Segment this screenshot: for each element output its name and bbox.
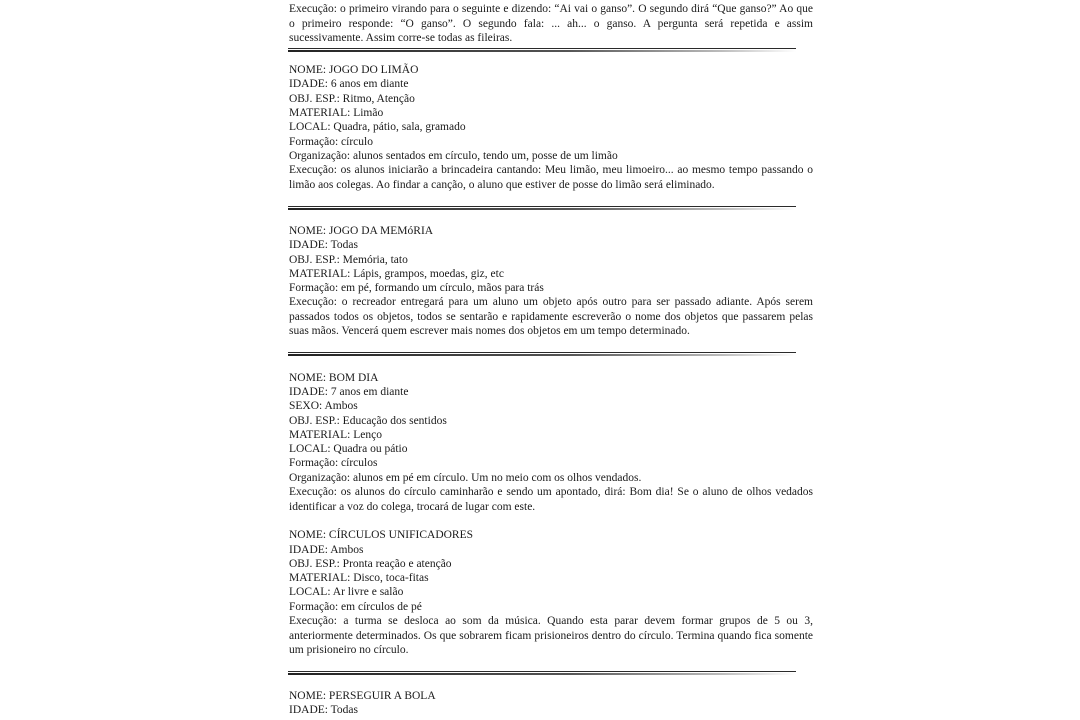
section-divider — [288, 352, 796, 353]
bomdia-formacao: Formação: círculos — [289, 457, 378, 469]
bomdia-idade: IDADE: 7 anos em diante — [289, 386, 409, 398]
perseguir-idade: IDADE: Todas — [289, 704, 358, 716]
section-divider — [288, 206, 796, 207]
limao-organizacao: Organização: alunos sentados em círculo, tendo um, posse de um limão — [289, 150, 618, 162]
perseguir-nome: NOME: PERSEGUIR A BOLA — [289, 690, 436, 702]
circulos-idade: IDADE: Ambos — [289, 544, 364, 556]
memoria-material: MATERIAL: Lápis, grampos, moedas, giz, etc — [289, 268, 504, 280]
memoria-execucao: Execução: o recreador entregará para um aluno um objeto após outro para ser passado adiante. Após serem passados todos os objetos, todos se sentarão e rapidamente escreverão o nome dos objetos que passarem pelas suas mãos. Vencerá quem escrever mais nomes dos objetos em um tempo determinado. — [289, 296, 813, 337]
section-divider — [288, 48, 796, 49]
limao-idade: IDADE: 6 anos em diante — [289, 78, 409, 90]
bomdia-local: LOCAL: Quadra ou pátio — [289, 443, 408, 455]
bomdia-organizacao: Organização: alunos em pé em círculo. Um no meio com os olhos vendados. — [289, 472, 642, 484]
limao-obj: OBJ. ESP.: Ritmo, Atenção — [289, 93, 415, 105]
bomdia-obj: OBJ. ESP.: Educação dos sentidos — [289, 415, 447, 427]
bomdia-execucao: Execução: os alunos do círculo caminharão e sendo um apontado, dirá: Bom dia! Se o aluno de olhos vedados identificar a voz do colega, trocará de lugar com este. — [289, 486, 813, 513]
bomdia-material: MATERIAL: Lenço — [289, 429, 382, 441]
circulos-obj: OBJ. ESP.: Pronta reação e atenção — [289, 558, 452, 570]
circulos-material: MATERIAL: Disco, toca-fitas — [289, 572, 429, 584]
section-divider — [288, 671, 796, 672]
bomdia-sexo: SEXO: Ambos — [289, 400, 358, 412]
limao-local: LOCAL: Quadra, pátio, sala, gramado — [289, 121, 466, 133]
intro-execucao: Execução: o primeiro virando para o seguinte e dizendo: “Ai vai o ganso”. O segundo dirá “Que ganso?” Ao que o primeiro responde: “O ganso”. O segundo fala: ... ah... o ganso. A pergunta será repetida e assim sucessivamente. Assim corre-se todas as fileiras. — [289, 3, 813, 44]
limao-execucao: Execução: os alunos iniciarão a brincadeira cantando: Meu limão, meu limoeiro... ao mesmo tempo passando o limão aos colegas. Ao findar a canção, o aluno que estiver de posse do limão será eliminado. — [289, 164, 813, 191]
circulos-execucao: Execução: a turma se desloca ao som da música. Quando esta parar devem formar grupos de 5 ou 3, anteriormente determinados. Os que sobrarem ficam prisioneiros dentro do círculo. Termina quando fica somente um prisioneiro no círculo. — [289, 615, 813, 656]
limao-material: MATERIAL: Limão — [289, 107, 384, 119]
circulos-nome: NOME: CÍRCULOS UNIFICADORES — [289, 529, 474, 541]
limao-formacao: Formação: círculo — [289, 136, 373, 148]
memoria-idade: IDADE: Todas — [289, 239, 358, 251]
circulos-local: LOCAL: Ar livre e salão — [289, 586, 404, 598]
memoria-formacao: Formação: em pé, formando um círculo, mãos para trás — [289, 282, 544, 294]
memoria-nome: NOME: JOGO DA MEMóRIA — [289, 225, 434, 237]
limao-nome: NOME: JOGO DO LIMÃO — [289, 64, 419, 76]
circulos-formacao: Formação: em círculos de pé — [289, 601, 422, 613]
memoria-obj: OBJ. ESP.: Memória, tato — [289, 254, 408, 266]
bomdia-nome: NOME: BOM DIA — [289, 372, 379, 384]
